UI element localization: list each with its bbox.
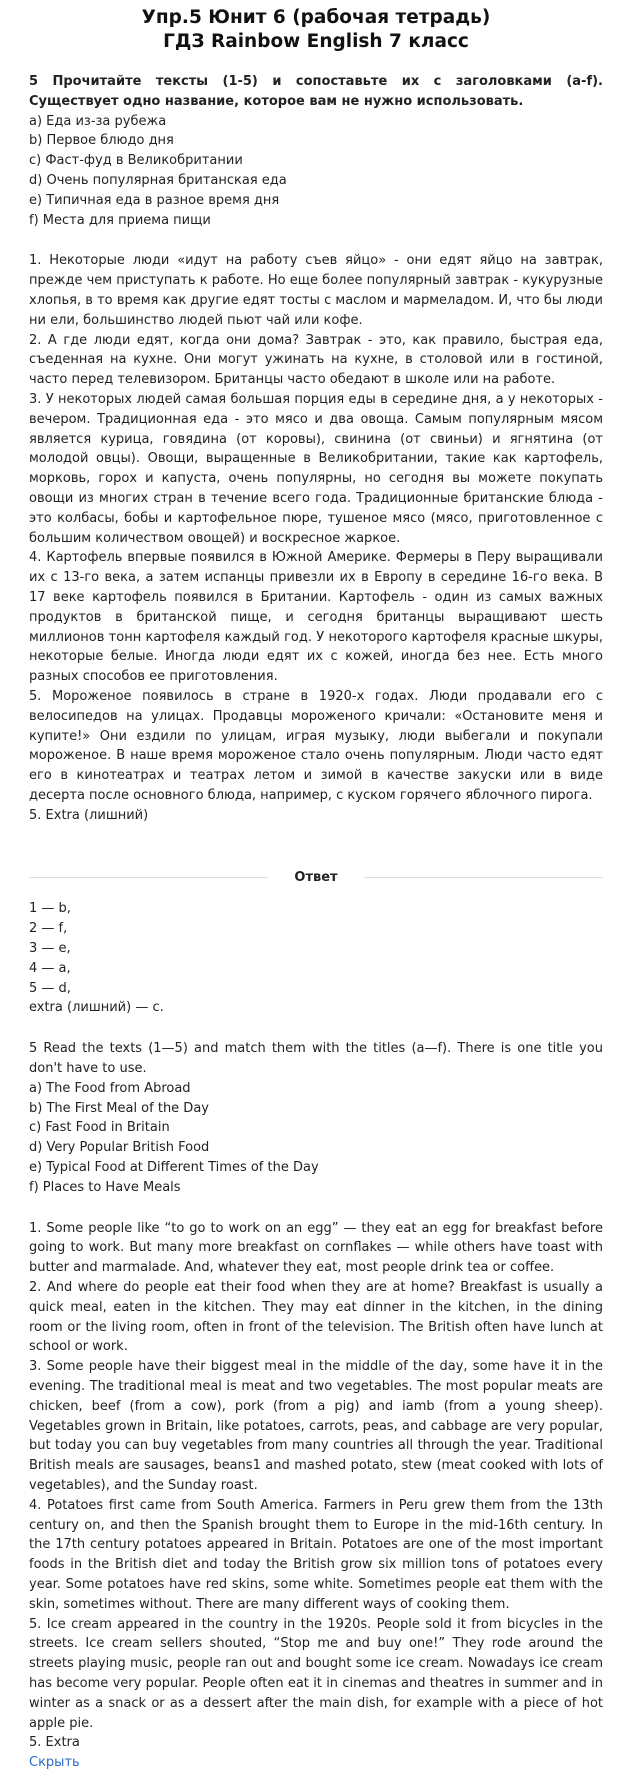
text-paragraph: 3. Some people have their biggest meal in the middle of the day, some have it in the evening. The traditional meal is meat and two vegetables. The most popular meats are chicken, beef (from a cow), pork (from a pig) and iamb (from a young sheep). Vegetables grown in Britain, like potatoes, carrots, peas, and cabbage are very popular, but today you can buy vegetables from many countries all through the year. Traditional British meals are sausages, beans1 and mashed potato, stew (meat cooked with lots of vegetables), and the Sunday roast. <box>29 1359 603 1493</box>
task-section-en <box>29 1039 603 1753</box>
answer-item: 2 — f, <box>29 921 68 937</box>
option-item: d) Very Popular British Food <box>29 1140 210 1156</box>
answer-divider <box>29 867 603 887</box>
option-item: f) Места для приема пищи <box>29 212 211 228</box>
text-paragraph: 2. And where do people eat their food when they are at home? Breakfast is usually a quick meal, eaten in the kitchen. They may eat dinner in the kitchen, in the dining room or the living room, often in front of the television. The British often have lunch at school or work. <box>29 1280 603 1355</box>
text-paragraph: 5. Мороженое появилось в стране в 1920-х годах. Люди продавали его с велосипедов на улицах. Продавцы мороженого кричали: «Остановите меня и купите!» Они ездили по улицам, играя музыку, люди выбегали и покупали мороженое. В наше время мороженое стало очень популярным. Люди часто едят его в кинотеатрах и театрах летом и зимой в качестве закуски или в виде десерта после основного блюда, например, с куском горячего яблочного пирога. <box>29 688 603 803</box>
answer-item: 3 — e, <box>29 941 71 957</box>
option-item: e) Typical Food at Different Times of the Day <box>29 1160 319 1176</box>
option-item: a) The Food from Abroad <box>29 1080 191 1096</box>
text-paragraph: 5. Ice cream appeared in the country in the 1920s. People sold it from bicycles in the streets. Ice cream sellers shouted, “Stop me and buy one!” They rode around the streets playing music, people ran out and bought some ice cream. Nowadays ice cream has become very popular. People often eat it in cinemas and theatres in summer and in winter as a snack or as a dessert after the main dish, for example with a piece of hot apple pie. <box>29 1616 603 1731</box>
task-section-ru <box>29 72 603 825</box>
texts-en <box>29 1219 603 1754</box>
text-paragraph: 2. А где люди едят, когда они дома? Завтрак - это, как правило, быстрая еда, съеденная на кухне. Они могут ужинать на кухне, в столовой или в гостиной, часто перед телевизором. Британцы часто обедают в школе или на работе. <box>29 332 603 388</box>
text-paragraph: 4. Potatoes first came from South America. Farmers in Peru grew them from the 13th century on, and then the Spanish brought them to Europe in the mid-16th century. In the 17th century potatoes appeared in Britain. Potatoes are one of the most important foods in the British diet and today the British grow six million tons of potatoes every year. Some potatoes have red skins, some white. Sometimes people eat them with the skin, sometimes without. There are many different ways of cooking them. <box>29 1497 603 1612</box>
text-paragraph: 4. Картофель впервые появился в Южной Америке. Фермеры в Перу выращивали их с 13-го века, а затем испанцы привезли их в Европу в середине 16-го века. В 17 веке картофель появился в Британии. Картофель - один из самых важных продуктов в британской пище, и сегодня британцы выращивают шесть миллионов тонн картофеля каждый год. У некоторого картофеля красные шкуры, некоторые белые. Иногда люди едят их с кожей, иногда без нее. Есть много разных способов ее приготовления. <box>29 550 603 685</box>
texts-ru <box>29 251 603 825</box>
option-item: a) Еда из-за рубежа <box>29 113 167 129</box>
text-paragraph: 1. Некоторые люди «идут на работу съев яйцо» - они едят яйцо на завтрак, прежде чем приступать к работе. Но еще более популярный завтрак - кукурузные хлопья, в то время как другие едят тосты с маслом и мармеладом. И, что бы люди ни ели, большинство людей пьют чай или кофе. <box>29 253 603 328</box>
text-paragraph: 5. Extra (лишний) <box>29 807 149 823</box>
text-paragraph: 5. Extra <box>29 1735 80 1751</box>
title-options-en <box>29 1079 603 1198</box>
answer-item: 5 — d, <box>29 980 71 996</box>
text-paragraph: 3. У некоторых людей самая большая порция еды в середине дня, а у некоторых - вечером. Традиционная еда - это мясо и два овоща. Самым популярным мясом является курица, говядина (от коровы), свинина (от свиньи) и ягнятина (от молодой овцы). Овощи, выращенные в Великобритании, такие как картофель, морковь, горох и капуста, очень популярны, но сегодня вы можете покупать овощи из многих стран в течение всего года. Традиционные британские блюда - это колбасы, бобы и картофельное пюре, тушеное мясо (мясо, приготовленное с большим количеством овощей) и воскресное жаркое. <box>29 391 603 546</box>
hide-answer-link[interactable]: Скрыть <box>29 1755 80 1771</box>
option-item: c) Фаст-фуд в Великобритании <box>29 153 243 169</box>
option-item: b) Первое блюдо дня <box>29 133 174 149</box>
option-item: b) The First Meal of the Day <box>29 1100 209 1116</box>
divider-line-left <box>29 877 268 878</box>
answer-heading: Ответ <box>294 869 338 885</box>
divider-line-right <box>364 877 603 878</box>
page-title <box>29 6 603 54</box>
page-title-line-2: ГДЗ Rainbow English 7 класс <box>163 31 469 52</box>
answer-item: 1 — b, <box>29 901 71 917</box>
answer-list <box>29 899 603 1018</box>
text-paragraph: 1. Some people like “to go to work on an egg” — they eat an egg for breakfast before going to work. But many more breakfast on cornflakes — while others have toast with butter and marmalade. And, whatever they eat, most people drink tea or coffee. <box>29 1220 603 1276</box>
option-item: d) Очень популярная британская еда <box>29 172 287 188</box>
task-lead-ru: 5 Прочитайте тексты (1-5) и сопоставьте их с заголовками (a-f). Существует одно название, которое вам не нужно использовать. <box>29 74 603 109</box>
answer-item: 4 — a, <box>29 960 71 976</box>
page-title-line-1: Упр.5 Юнит 6 (рабочая тетрадь) <box>141 7 491 28</box>
option-item: c) Fast Food in Britain <box>29 1120 170 1136</box>
task-lead-en: 5 Read the texts (1—5) and match them with the titles (a—f). There is one title you don't have to use. <box>29 1041 603 1077</box>
answer-item: extra (лишний) — c. <box>29 1000 164 1016</box>
option-item: e) Типичная еда в разное время дня <box>29 192 280 208</box>
title-options-ru <box>29 112 603 231</box>
option-item: f) Places to Have Meals <box>29 1179 181 1195</box>
